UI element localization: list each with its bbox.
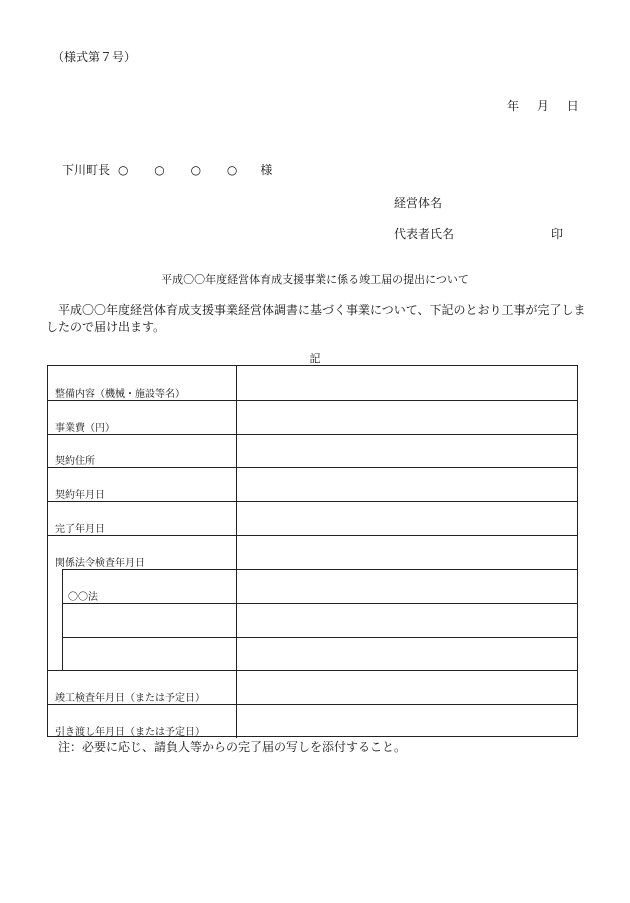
date-year-label: 年: [507, 99, 520, 113]
table-row-label: 竣工検査年月日（または予定日）: [55, 693, 205, 705]
row-divider: [48, 535, 577, 536]
addressee-honorific: 様: [260, 163, 273, 177]
row-divider: [48, 467, 577, 468]
date-day-label: 日: [566, 99, 579, 113]
business-name-label: 経営体名: [394, 196, 443, 210]
document-title: 平成〇〇年度経営体育成支援事業に係る竣工届の提出について: [161, 273, 469, 286]
addressee-title: 下川町長: [62, 163, 111, 177]
date-month-label: 月: [536, 99, 549, 113]
body-text: 平成〇〇年度経営体育成支援事業経営体調書に基づく事業について、下記のとおり工事が完了しましたので届け出ます。: [46, 303, 586, 334]
record-table: [47, 365, 578, 737]
footnote: 注：必要に応じ、請負人等からの完了届の写しを添付すること。: [58, 740, 407, 754]
table-row-label: 引き渡し年月日（または予定日）: [55, 727, 205, 738]
row-divider: [48, 670, 577, 671]
row-divider: [48, 501, 577, 502]
form-number: （様式第７号）: [52, 50, 137, 64]
addressee-name-placeholder: ○ ○ ○ ○: [118, 163, 249, 177]
table-row-label: 契約住所: [55, 456, 95, 468]
table-row-label: 整備内容（機械・施設等名）: [55, 388, 185, 400]
table-row-label: 〇〇法: [68, 591, 98, 603]
ki-label: 記: [309, 352, 321, 365]
row-divider: [48, 400, 577, 401]
table-row-label: 完了年月日: [55, 524, 105, 536]
column-divider: [236, 366, 237, 738]
row-divider: [62, 603, 577, 604]
addressee: [62, 161, 272, 178]
table-row-label: 契約年月日: [55, 490, 105, 502]
representative-label: 代表者氏名: [394, 227, 455, 241]
seal-mark: 印: [551, 227, 564, 241]
date-line: [507, 97, 579, 114]
subitem-divider: [62, 569, 63, 670]
row-divider: [62, 569, 577, 570]
row-divider: [48, 434, 577, 435]
row-divider: [62, 637, 577, 638]
table-row-label: 関係法令検査年月日: [55, 557, 145, 569]
table-row-label: 事業費（円）: [55, 422, 115, 434]
row-divider: [48, 704, 577, 705]
